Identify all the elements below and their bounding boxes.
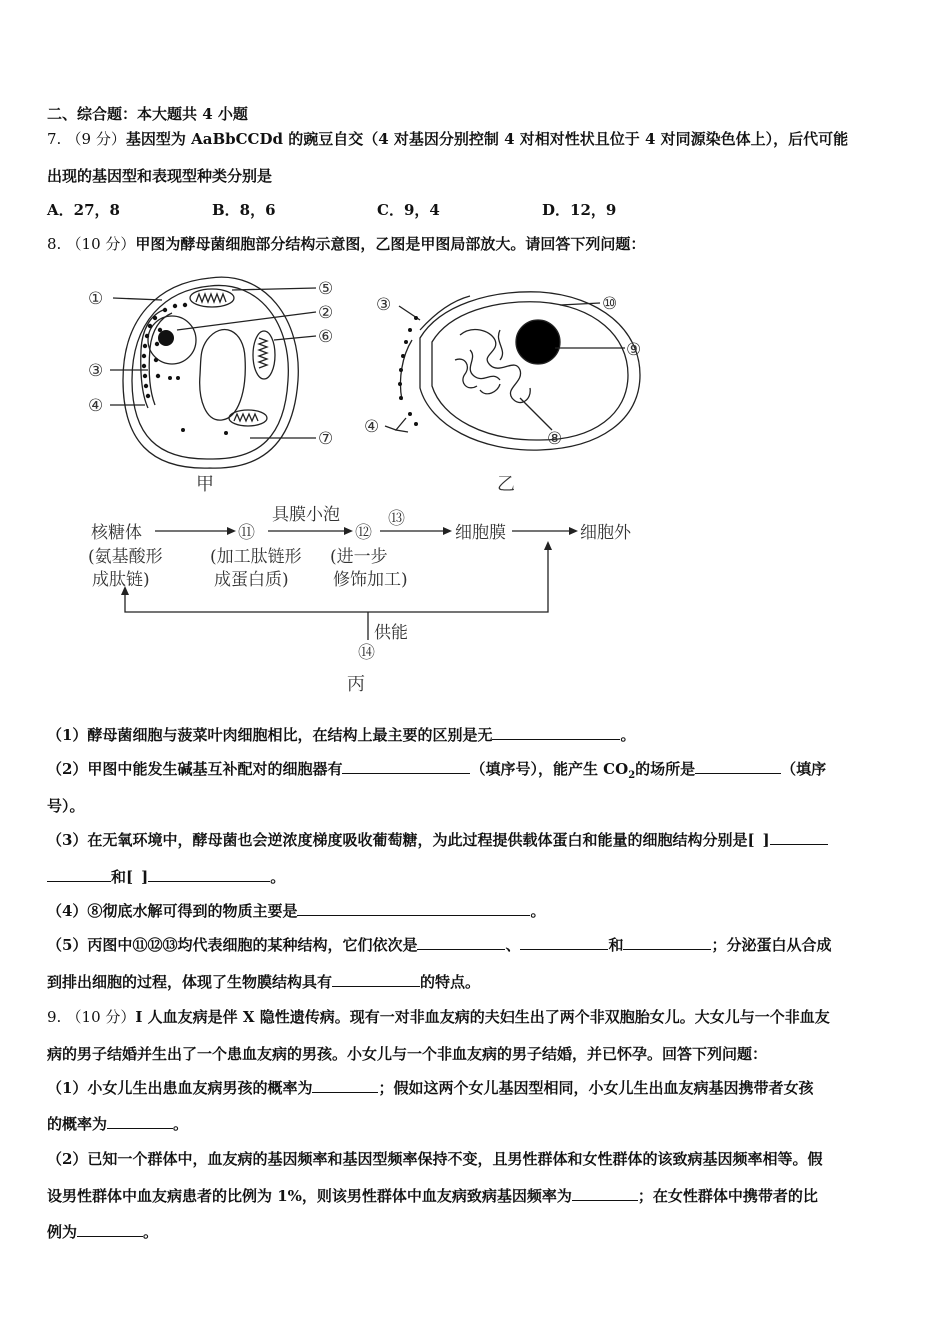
- yi-marker-3: ③: [376, 295, 392, 315]
- q7-option-c[interactable]: C．9，4: [377, 201, 440, 219]
- q9-sub1-cont: [47, 1113, 910, 1134]
- flow-outside: 细胞外: [580, 523, 631, 543]
- q8-sub2-d: （填序: [781, 760, 827, 778]
- q7-option-b[interactable]: B．8，6: [212, 201, 276, 219]
- q9-sub2: （2）已知一个群体中，血友病的基因频率和基因型频率保持不变，且男性群体和女性群体的该致病基因频率相等。假: [47, 1150, 823, 1168]
- q8-sub4-blank[interactable]: [297, 901, 530, 916]
- flow-12-note1: (进一步: [330, 547, 388, 567]
- q7-text2: 出现的基因型和表现型种类分别是: [47, 167, 273, 185]
- flow-ribosome-note2: 成肽链): [92, 570, 150, 590]
- q8-sub2-c: 的场所是: [635, 760, 696, 778]
- flow-11-note2: 成蛋白质): [214, 570, 289, 590]
- q8-sub5-blank3[interactable]: [623, 935, 711, 950]
- flow-13: ⑬: [388, 509, 405, 529]
- q8-sub5-d: 的特点。: [420, 973, 481, 991]
- q8-sub5-cont: [47, 971, 910, 992]
- q8-sub2-blank2[interactable]: [695, 759, 781, 774]
- flow-ribosome: 核糖体: [91, 523, 142, 543]
- q8-sub3-blank2[interactable]: [148, 867, 270, 882]
- q8-sub5-a: （5）丙图中⑪⑫⑬均代表细胞的某种结构，它们依次是: [47, 936, 418, 954]
- q8-sub5-blank2[interactable]: [520, 935, 608, 950]
- q9-score: （10 分）: [66, 1008, 136, 1026]
- q9-text1: I 人血友病是伴 X 隐性遗传病。现有一对非血友病的夫妇生出了两个非双胞胎女儿。大女儿与一个非血友: [135, 1008, 830, 1026]
- q7-number: 7.: [47, 130, 62, 148]
- q9-sub2-blank2[interactable]: [77, 1222, 143, 1237]
- vacuole: [200, 330, 246, 421]
- q9-sub2-cont: [47, 1185, 910, 1206]
- flow-ribosome-note1: (氨基酸形: [88, 547, 163, 567]
- q8-sub5: [47, 934, 910, 955]
- q8-sub3-b: ]: [762, 831, 770, 849]
- q9-sub1-blank2[interactable]: [107, 1114, 173, 1129]
- marker-4: ④: [88, 396, 104, 416]
- q8-sub4: [47, 900, 910, 921]
- marker-3: ③: [88, 361, 104, 381]
- q9-line1: [47, 1006, 910, 1027]
- flow-energy: 供能: [374, 623, 408, 643]
- q8-sub3-a: （3）在无氧环境中，酵母菌也会逆浓度梯度吸收葡萄糖，为此过程提供载体蛋白和能量的细胞结构分别是[: [47, 831, 755, 849]
- q7-option-a[interactable]: A．27，8: [47, 201, 120, 219]
- q7-score: （9 分）: [66, 130, 126, 148]
- q8-sub4-end: 。: [530, 902, 546, 920]
- flow-membrane: 细胞膜: [455, 523, 506, 543]
- q8-sub5-c: 到排出细胞的过程，体现了生物膜结构具有: [47, 973, 333, 991]
- yi-marker-8: ⑧: [547, 429, 563, 449]
- q8-sub1-text: （1）酵母菌细胞与菠菜叶肉细胞相比，在结构上最主要的区别是无: [47, 726, 493, 744]
- marker-5: ⑤: [318, 279, 334, 299]
- q9-sub2-blank1[interactable]: [572, 1186, 638, 1201]
- nucleolus: [516, 320, 560, 364]
- q9-number: 9.: [47, 1008, 62, 1026]
- flow-12-note2: 修饰加工): [333, 570, 408, 590]
- label-bing: 丙: [347, 674, 365, 695]
- q8-sub2-b: （填序号），能产生 CO: [470, 760, 629, 778]
- yi-marker-10: ⑩: [602, 294, 618, 314]
- marker-6: ⑥: [318, 327, 334, 347]
- q9-text2: 病的男子结婚并生出了一个患血友病的男孩。小女儿与一个非血友病的男子结婚，并已怀孕。回答下列问题：: [47, 1045, 768, 1063]
- q8-score: （10 分）: [66, 235, 136, 253]
- yi-marker-4: ④: [364, 417, 380, 437]
- q8-sub2-cont: 号）。: [47, 797, 85, 815]
- q8-sub3-cont: [47, 866, 910, 887]
- q8-sub3-end: 。: [270, 868, 286, 886]
- flow-11-note1: (加工肽链形: [210, 547, 302, 567]
- q8-sub5-sep2: 和: [608, 936, 624, 954]
- flow-11: ⑪: [238, 523, 255, 543]
- rough-er: [400, 296, 470, 400]
- q7-option-d[interactable]: D．12，9: [542, 201, 617, 219]
- q8-sub4-text: （4）⑧彻底水解可得到的物质主要是: [47, 902, 298, 920]
- q8-number: 8.: [47, 235, 62, 253]
- label-yi: 乙: [497, 474, 515, 495]
- mitochondrion-2: [253, 331, 275, 379]
- section-title: 二、综合题：本大题共 4 小题: [47, 105, 248, 123]
- flow-vesicle: 具膜小泡: [272, 505, 340, 525]
- q9-sub1-b: ；假如这两个女儿基因型相同，小女儿生出血友病基因携带者女孩: [378, 1079, 814, 1097]
- nuclear-envelope-outer: [420, 292, 640, 450]
- q8-stem: 甲图为酵母菌细胞部分结构示意图，乙图是甲图局部放大。请回答下列问题：: [135, 235, 646, 253]
- q8-sub5-blank1[interactable]: [417, 935, 505, 950]
- q9-sub1-end: 。: [173, 1115, 189, 1133]
- q7-text1: 基因型为 AaBbCCDd 的豌豆自交（4 对基因分别控制 4 对相对性状且位于 4 对同源染色体上），后代可能: [125, 130, 849, 148]
- label-jia: 甲: [196, 474, 214, 495]
- q9-sub2-cont2: [47, 1221, 910, 1242]
- q8-sub2: [47, 758, 910, 781]
- yeast-cell-inner: [132, 285, 288, 459]
- q8-sub2-blank1[interactable]: [342, 759, 470, 774]
- q9-sub2-b: 设男性群体中血友病患者的比例为 1%，则该男性群体中血友病致病基因频率为: [47, 1187, 572, 1205]
- q8-sub1-blank[interactable]: [492, 725, 620, 740]
- q9-sub2-d: 例为: [47, 1223, 78, 1241]
- q8-sub3-blank1b[interactable]: [47, 867, 111, 882]
- q8-sub3-c: 和[: [111, 868, 134, 886]
- q8-sub5-blank4[interactable]: [332, 972, 420, 987]
- flow-14: ⑭: [358, 643, 375, 663]
- q8-sub5-sep1: 、: [505, 936, 521, 954]
- q9-sub2-end: 。: [143, 1223, 159, 1241]
- q8-sub1: [47, 724, 910, 745]
- q8-sub5-b: ；分泌蛋白从合成: [711, 936, 832, 954]
- yi-marker-9: ⑨: [626, 340, 642, 360]
- q9-sub1-blank1[interactable]: [312, 1078, 378, 1093]
- q8-sub3-blank1a[interactable]: [770, 830, 828, 845]
- q8-sub1-end: 。: [620, 726, 636, 744]
- marker-7: ⑦: [318, 429, 334, 449]
- q9-sub1: [47, 1077, 910, 1098]
- q9-sub2-c: ；在女性群体中携带者的比: [637, 1187, 818, 1205]
- q9-sub1-c: 的概率为: [47, 1115, 108, 1133]
- q9-sub1-a: （1）小女儿生出患血友病男孩的概率为: [47, 1079, 313, 1097]
- marker-2: ②: [318, 303, 334, 323]
- marker-1: ①: [88, 289, 104, 309]
- q8-sub2-subscript: 2: [628, 770, 636, 781]
- q8-sub2-a: （2）甲图中能发生碱基互补配对的细胞器有: [47, 760, 343, 778]
- flow-12: ⑫: [355, 523, 372, 543]
- q8-sub3: [47, 829, 910, 850]
- q8-sub3-d: ]: [141, 868, 149, 886]
